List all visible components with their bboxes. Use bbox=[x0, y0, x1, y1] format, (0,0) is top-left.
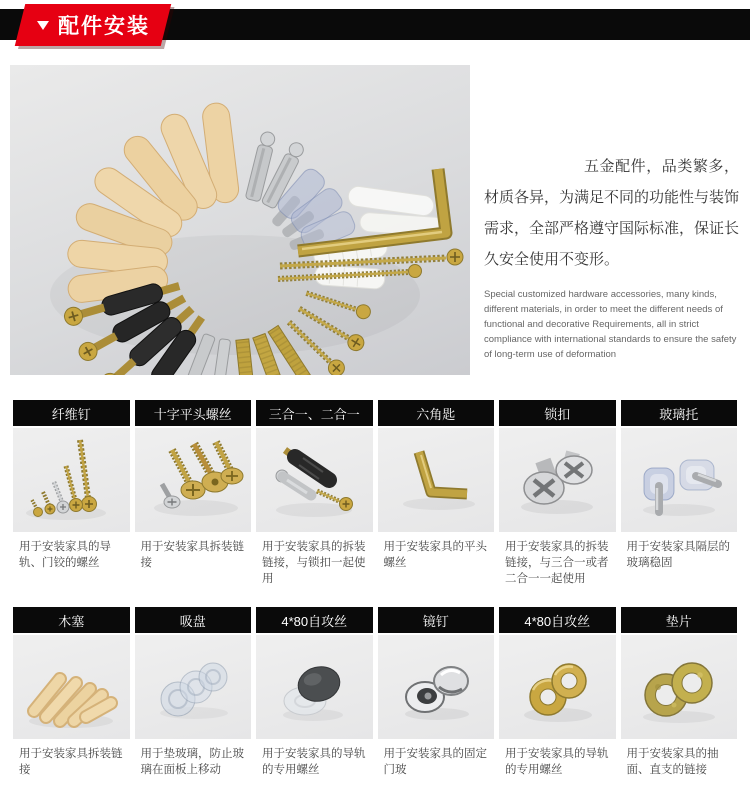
cam-bolt-image bbox=[259, 430, 369, 530]
product-card-brass-washers bbox=[499, 607, 616, 778]
hero-description-cn: 五金配件，品类繁多，材质各异，为满足不同的功能性与装饰需求，全部严格遵守国际标准，保证长久安全使用不变形。 bbox=[484, 158, 740, 268]
hero-text-block bbox=[470, 65, 745, 375]
suction-pads-image bbox=[138, 637, 248, 737]
banner-red-tag bbox=[15, 4, 171, 46]
accessories-grid bbox=[0, 400, 750, 778]
wood-dowels-image bbox=[16, 637, 126, 737]
glass-holder-image bbox=[624, 430, 734, 530]
brass-washers-image bbox=[502, 637, 612, 737]
screw-pad-image bbox=[259, 637, 369, 737]
grid-row-2 bbox=[13, 607, 737, 778]
fiber-screws-image bbox=[16, 430, 126, 530]
triangle-down-icon bbox=[37, 21, 49, 30]
product-card-cam-bolt bbox=[256, 400, 373, 587]
product-name-bar: 垫片 bbox=[621, 607, 738, 633]
product-desc: 用于安装家具拆装链接 bbox=[19, 748, 123, 776]
flathead-screws-image bbox=[138, 430, 248, 530]
product-card-glass-holder bbox=[621, 400, 738, 587]
product-name-bar: 木塞 bbox=[13, 607, 130, 633]
product-desc: 用于安装家具的导轨的专用螺丝 bbox=[505, 748, 609, 776]
product-desc: 用于安装家具的固定门玻 bbox=[383, 748, 487, 776]
product-card-flat-washers bbox=[621, 607, 738, 778]
product-desc: 用于安装家具的导轨的专用螺丝 bbox=[262, 748, 366, 776]
mirror-nail-image bbox=[381, 637, 491, 737]
product-name-bar: 纤维钉 bbox=[13, 400, 130, 426]
section-title: 配件安装 bbox=[57, 15, 150, 38]
product-name-bar: 4*80自攻丝 bbox=[256, 607, 373, 633]
cam-lock-image bbox=[502, 430, 612, 530]
product-name-bar: 吸盘 bbox=[135, 607, 252, 633]
product-desc: 用于安装家具的平头螺丝 bbox=[383, 541, 487, 569]
product-desc: 用于安装家具的拆装链接，与锁扣一起使用 bbox=[262, 541, 366, 585]
flat-washers-image bbox=[624, 637, 734, 737]
product-card-screw-pad bbox=[256, 607, 373, 778]
hero-description-en: Special customized hardware accessories, many kinds, different materials, in order to meet the different needs of functional and decorative Requirements, all in strict compliance with international standards to ensure the safety of long-term use of deformation bbox=[484, 289, 737, 360]
hardware-fan-photo bbox=[10, 65, 470, 375]
product-card-hex-key bbox=[378, 400, 495, 587]
product-card-fiber-screws bbox=[13, 400, 130, 587]
product-card-mirror-nail bbox=[378, 607, 495, 778]
product-desc: 用于安装家具拆装链接 bbox=[140, 541, 244, 569]
product-desc: 用于安装家具隔层的玻璃稳固 bbox=[626, 541, 730, 569]
product-card-flathead-screws bbox=[135, 400, 252, 587]
product-name-bar: 三合一、二合一 bbox=[256, 400, 373, 426]
section-banner bbox=[0, 0, 750, 50]
product-desc: 用于安装家具的拆装链接，与三合一或者二合一一起使用 bbox=[505, 541, 609, 585]
grid-row-1 bbox=[13, 400, 737, 587]
product-card-suction-pads bbox=[135, 607, 252, 778]
product-name-bar: 玻璃托 bbox=[621, 400, 738, 426]
hex-key-image bbox=[381, 430, 491, 530]
hardware-fan-illustration bbox=[10, 65, 470, 375]
product-name-bar: 4*80自攻丝 bbox=[499, 607, 616, 633]
product-card-wood-dowels bbox=[13, 607, 130, 778]
product-desc: 用于安装家具的抽面、直支的链接 bbox=[626, 748, 719, 776]
hero-section bbox=[0, 65, 750, 375]
product-name-bar: 锁扣 bbox=[499, 400, 616, 426]
product-card-cam-lock bbox=[499, 400, 616, 587]
product-desc: 用于垫玻璃，防止玻璃在面板上移动 bbox=[140, 748, 244, 776]
product-name-bar: 六角匙 bbox=[378, 400, 495, 426]
product-name-bar: 镜钉 bbox=[378, 607, 495, 633]
product-desc: 用于安装家具的导轨、门铰的螺丝 bbox=[19, 541, 111, 569]
product-name-bar: 十字平头螺丝 bbox=[135, 400, 252, 426]
